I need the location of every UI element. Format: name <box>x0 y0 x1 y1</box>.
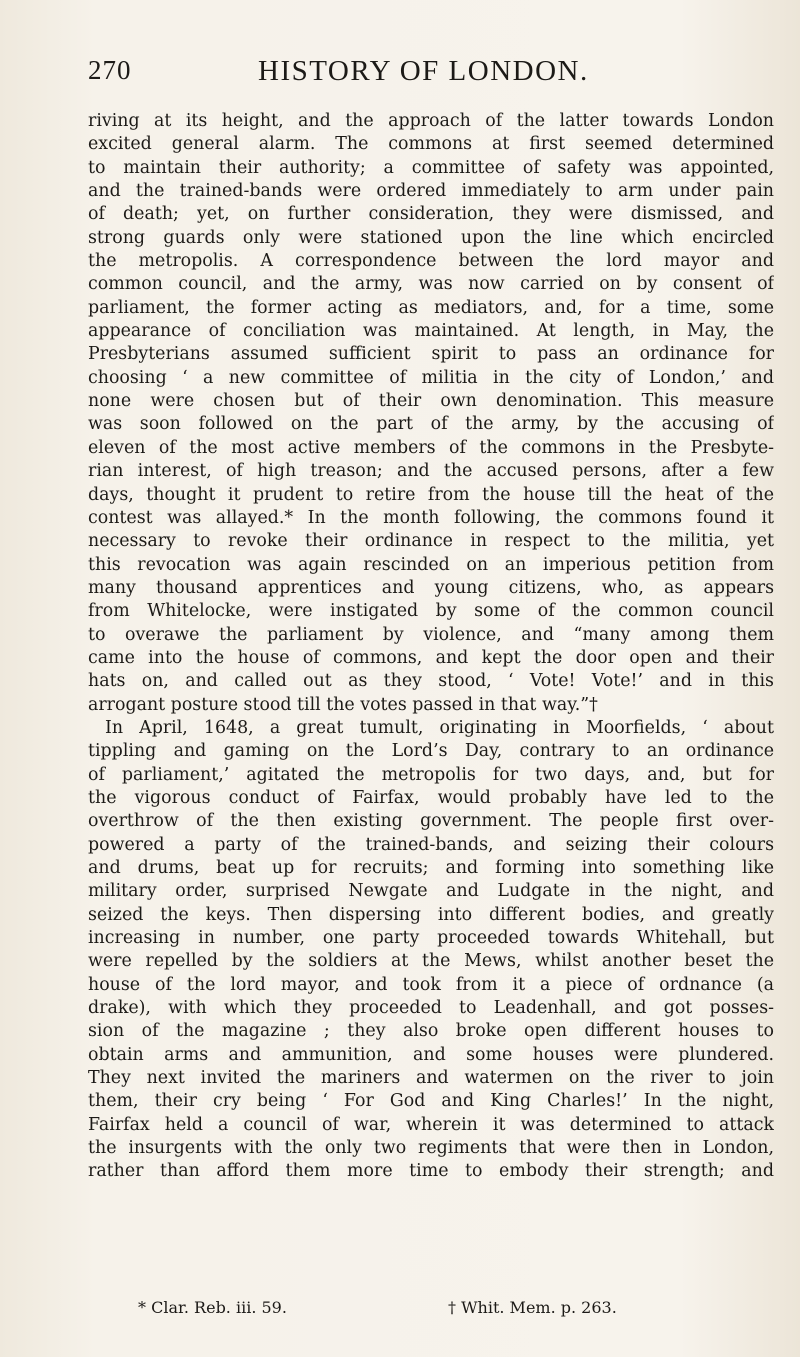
text-line: hats on, and called out as they stood, ‘ Vote! Vote!’ and in this <box>88 671 774 692</box>
text-line: and drums, beat up for recruits; and forming into something like <box>88 858 774 878</box>
text-line: Presbyterians assumed sufficient spirit to pass an ordinance for <box>88 344 774 365</box>
text-line: powered a party of the trained-bands, and seizing their colours <box>88 834 774 855</box>
text-line: rian interest, of high treason; and the accused persons, after a few <box>88 461 774 482</box>
text-line: They next invited the mariners and watermen on the river to join <box>88 1068 774 1089</box>
footnote-2: † Whit. Mem. p. 263. <box>448 1298 617 1317</box>
text-line: to overawe the parliament by violence, and “many among them <box>88 624 774 645</box>
text-line: of parliament,’ agitated the metropolis for two days, and, but for <box>88 764 774 785</box>
footnotes <box>138 1298 698 1326</box>
text-line: came into the house of commons, and kept the door open and their <box>88 647 774 668</box>
text-line: days, thought it prudent to retire from the house till the heat of the <box>88 484 774 505</box>
page-header <box>88 55 768 95</box>
text-line: was soon followed on the part of the army, by the accusing of <box>88 414 774 435</box>
text-line: from Whitelocke, were instigated by some of the common council <box>88 601 774 622</box>
text-line: this revocation was again rescinded on an imperious petition from <box>88 554 774 575</box>
paragraph-end-line: arrogant posture stood till the votes passed in that way.”† <box>88 694 598 715</box>
text-line: tippling and gaming on the Lord’s Day, contrary to an ordinance <box>88 741 774 762</box>
text-line: the metropolis. A correspondence between the lord mayor and <box>88 251 774 272</box>
text-line: excited general alarm. The commons at first seemed determined <box>88 134 774 155</box>
footnote-1: * Clar. Reb. iii. 59. <box>138 1298 287 1317</box>
text-line: the vigorous conduct of Fairfax, would probably have led to the <box>88 787 774 808</box>
text-line: sion of the magazine ; they also broke open different houses to <box>88 1021 774 1042</box>
text-line: overthrow of the then existing government. The people first over- <box>88 811 774 832</box>
text-line: rather than afford them more time to embody their strength; and <box>88 1161 774 1182</box>
text-line: the insurgents with the only two regiments that were then in London, <box>88 1138 774 1159</box>
text-line: of death; yet, on further consideration, they were dismissed, and <box>88 204 774 225</box>
body-text <box>88 110 774 1184</box>
text-line: none were chosen but of their own denomination. This measure <box>88 391 774 412</box>
text-line: and the trained-bands were ordered immediately to arm under pain <box>88 181 774 202</box>
text-line: were repelled by the soldiers at the Mews, whilst another beset the <box>88 951 774 972</box>
running-title: HISTORY OF LONDON. <box>258 55 589 87</box>
text-line: strong guards only were stationed upon the line which encircled <box>88 227 774 248</box>
text-line: them, their cry being ‘ For God and King Charles!’ In the night, <box>88 1091 774 1112</box>
page-number: 270 <box>88 55 132 85</box>
text-line: contest was allayed.* In the month following, the commons found it <box>88 507 774 528</box>
text-line: house of the lord mayor, and took from it a piece of ordnance (a <box>88 974 774 995</box>
text-line: appearance of conciliation was maintained. At length, in May, the <box>88 321 774 342</box>
text-line: riving at its height, and the approach of the latter towards London <box>88 111 774 131</box>
text-line: many thousand apprentices and young citizens, who, as appears <box>88 577 774 598</box>
text-line: increasing in number, one party proceeded towards Whitehall, but <box>88 928 774 949</box>
paragraph-start-line: In April, 1648, a great tumult, originating in Moorfields, ‘ about <box>105 717 774 738</box>
text-line: seized the keys. Then dispersing into different bodies, and greatly <box>88 904 774 925</box>
text-line: parliament, the former acting as mediators, and, for a time, some <box>88 297 774 318</box>
text-line: drake), with which they proceeded to Leadenhall, and got posses- <box>88 998 774 1019</box>
text-line: common council, and the army, was now carried on by consent of <box>88 274 774 295</box>
text-line: military order, surprised Newgate and Ludgate in the night, and <box>88 881 774 902</box>
text-line: to maintain their authority; a committee of safety was appointed, <box>88 157 774 178</box>
text-line: eleven of the most active members of the commons in the Presbyte- <box>88 437 774 458</box>
text-line: obtain arms and ammunition, and some houses were plundered. <box>88 1044 774 1065</box>
text-line: choosing ‘ a new committee of militia in the city of London,’ and <box>88 367 774 388</box>
text-line: Fairfax held a council of war, wherein it was determined to attack <box>88 1114 774 1135</box>
text-line: necessary to revoke their ordinance in respect to the militia, yet <box>88 531 774 552</box>
